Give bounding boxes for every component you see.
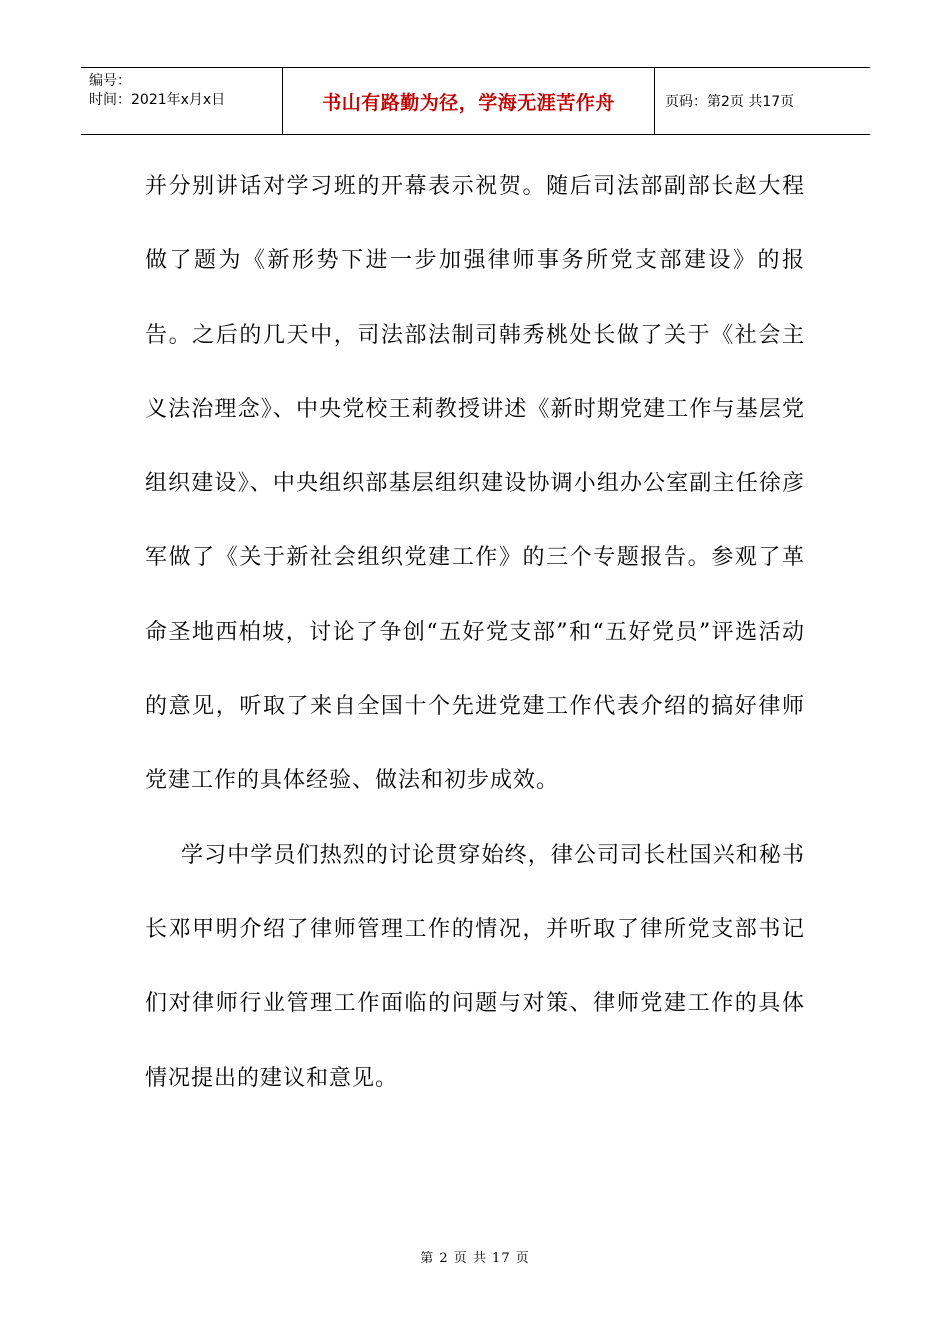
header-page-info: 页码：第2页 共17页 <box>665 94 795 110</box>
body-paragraph: 并分别讲话对学习班的开幕表示祝贺。随后司法部副部长赵大程做了题为《新形势下进一步加强律师事务所党支部建设》的报告。之后的几天中，司法部法制司韩秀桃处长做了关于《社会主义法治理念》、中央党校王莉教授讲述《新时期党建工作与基层党组织建设》、中央组织部基层组织建设协调小组办公室副主任徐彦军做了《关于新社会组织党建工作》的三个专题报告。参观了革命圣地西柏坡，讨论了争创“五好党支部”和“五好党员”评选活动的意见，听取了来自全国十个先进党建工作代表介绍的搞好律师党建工作的具体经验、做法和初步成效。 <box>145 174 805 794</box>
document-time-label: 时间：2021年x月x日 <box>89 92 226 108</box>
document-header <box>81 67 870 135</box>
header-page-cell <box>655 68 870 134</box>
body-paragraph: 学习中学员们热烈的讨论贯穿始终，律公司司长杜国兴和秘书长邓甲明介绍了律师管理工作的情况，并听取了律所党支部书记们对律师行业管理工作面临的问题与对策、律师党建工作的具体情况提出的建议和意见。 <box>145 842 805 1091</box>
header-motto: 书山有路勤为径，学海无涯苦作舟 <box>322 91 615 114</box>
page-footer: 第 2 页 共 17 页 <box>420 1251 530 1266</box>
document-number-label: 编号： <box>89 73 131 89</box>
header-meta-cell <box>81 68 283 134</box>
document-body <box>145 150 805 1116</box>
header-motto-cell <box>283 68 655 134</box>
